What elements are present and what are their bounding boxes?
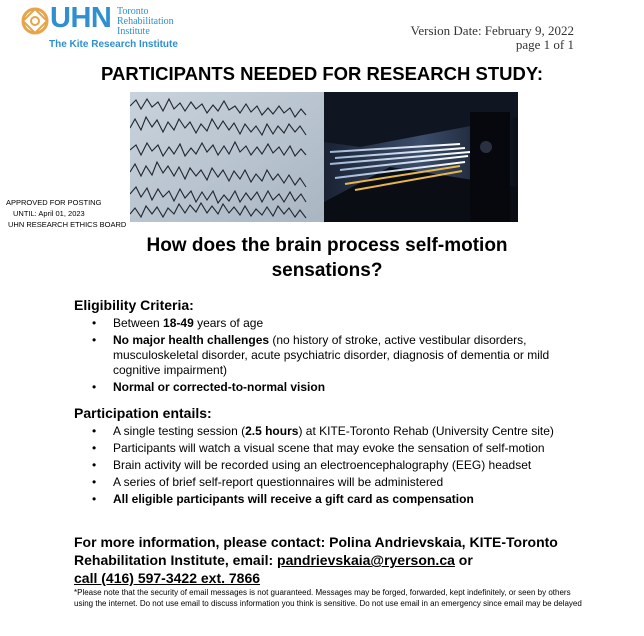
email-disclaimer: *Please note that the security of email messages is not guaranteed. Messages may be forged, forwarded, kept indefinitely, or seen by others using the internet. Do not use email to discuss information you think is sensitive. Do not use email in an emergency since email may be delayed [74, 588, 582, 608]
item-bold: 18-49 [163, 316, 194, 330]
contact-info [74, 533, 574, 587]
item-text: (no history of stroke, active vestibular disorders, musculoskeletal disorder, acute psychiatric disorder, diagnosis of dementia or mild cognitive impairment) [113, 333, 550, 377]
approval-line-3: UHN RESEARCH ETHICS BOARD [8, 220, 127, 229]
kite-logo-icon [20, 6, 50, 36]
logo-subtitle: Toronto Rehabilitation Institute [117, 6, 174, 37]
approval-line-1: APPROVED FOR POSTING [6, 198, 102, 207]
question-line-2: sensations? [271, 260, 383, 281]
version-info [410, 24, 574, 52]
item-bold: All eligible participants will receive a gift card as compensation [113, 492, 474, 506]
phone-link[interactable]: call (416) 597-3422 ext. 7866 [74, 570, 261, 586]
contact-text: For more information, please contact: Polina Andrievskaia, KITE-Toronto Rehabilitation Institute, email: [74, 534, 558, 568]
list-item [88, 333, 588, 378]
ethics-approval-stamp [4, 197, 126, 230]
list-item: • Participants will watch a visual scene that may evoke the sensation of self-motion [88, 441, 588, 456]
item-text: years of age [193, 316, 264, 330]
item-text: ) at KITE-Toronto Rehab (University Centre site) [298, 424, 554, 438]
list-item [88, 492, 588, 507]
banner-image [130, 92, 518, 222]
logo-kite-text: The Kite Research Institute [49, 39, 178, 50]
train-photo [324, 92, 518, 222]
version-date: Version Date: February 9, 2022 [410, 23, 574, 38]
participation-heading: Participation entails: [74, 405, 212, 421]
approval-line-2: UNTIL: April 01, 2023 [13, 209, 85, 218]
page-number: page 1 of 1 [515, 37, 574, 52]
item-bold: 2.5 hours [245, 424, 299, 438]
item-text: Between [113, 316, 164, 330]
eligibility-heading: Eligibility Criteria: [74, 297, 194, 313]
eeg-photo [130, 92, 324, 222]
list-item [88, 380, 588, 395]
uhn-logo [20, 4, 180, 50]
eligibility-list [88, 316, 588, 397]
question-line-1: How does the brain process self-motion [146, 235, 508, 256]
item-text: A single testing session ( [113, 424, 246, 438]
study-question [0, 233, 644, 283]
participation-list [88, 424, 588, 509]
list-item [88, 424, 588, 439]
logo-uhn-text: UHN [50, 2, 112, 34]
list-item [88, 316, 588, 331]
list-item: • Brain activity will be recorded using an electroencephalography (EEG) headset [88, 458, 588, 473]
list-item: • A series of brief self-report questionnaires will be administered [88, 475, 588, 490]
item-bold: Normal or corrected-to-normal vision [113, 380, 326, 394]
email-link[interactable]: pandrievskaia@ryerson.ca [277, 552, 455, 568]
item-bold: No major health challenges [113, 333, 270, 347]
page-title: PARTICIPANTS NEEDED FOR RESEARCH STUDY: [101, 63, 543, 84]
contact-or: or [454, 552, 473, 568]
